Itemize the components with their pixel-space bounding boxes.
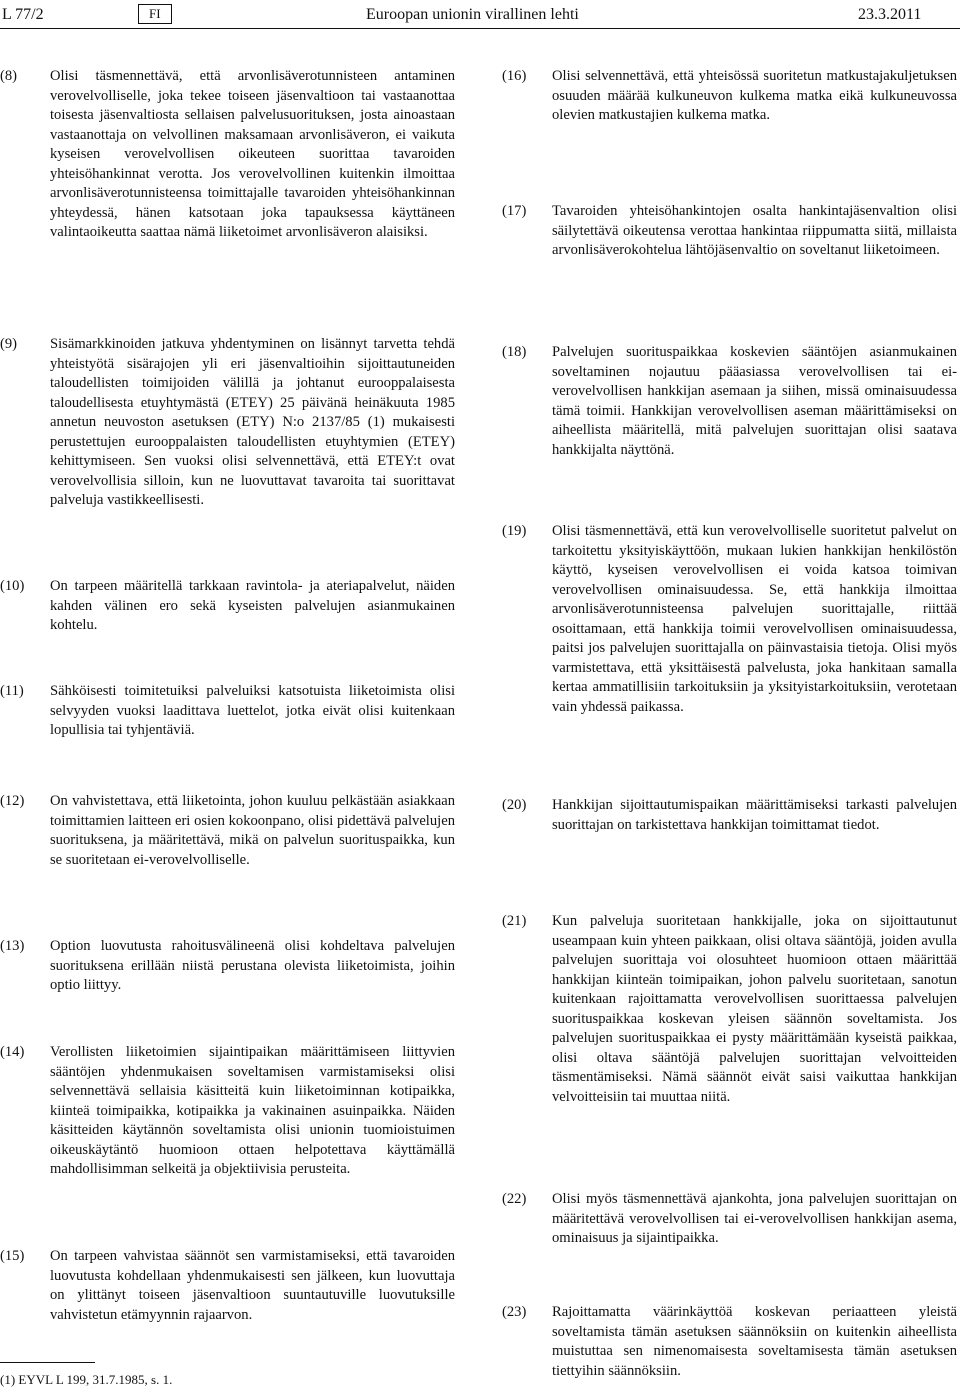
recital-number: (22) bbox=[502, 1191, 527, 1207]
journal-title: Euroopan unionin virallinen lehti bbox=[366, 6, 579, 23]
page-reference: L 77/2 bbox=[2, 6, 44, 23]
recital-number: (13) bbox=[0, 938, 25, 954]
recital bbox=[502, 67, 957, 126]
recital-number: (10) bbox=[0, 578, 25, 594]
recital bbox=[0, 792, 455, 870]
recital-text: On tarpeen vahvistaa säännöt sen varmistamiseksi, että tavaroiden luovutusta kohdellaan yhdenmukaisesti sen jälkeen, kun luovuttaja on ylittänyt toiseen jäsenvaltioon suuntautuville luovutuksille vahvistetun etämyynnin rajaarvon. bbox=[50, 1248, 455, 1323]
footnote-rule bbox=[0, 1362, 95, 1363]
recital-number: (8) bbox=[0, 68, 18, 84]
language-badge: FI bbox=[138, 4, 172, 24]
recital-number: (21) bbox=[502, 913, 527, 929]
recital-text: Olisi selvennettävä, että yhteisössä suoritetun matkustajakuljetuksen osuuden määrää kulkuneuvon kulkema matka eikä kulkuneuvossa olevien matkustajien kulkema matka. bbox=[552, 68, 957, 123]
recital-text: Sisämarkkinoiden jatkuva yhdentyminen on lisännyt tarvetta tehdä yhteistyötä sisärajojen yli eri jäsenvaltioihin sijoittautuneiden taloudellisten toimijoiden välillä ja johtanut eurooppalaisesta taloudellisesta etuyhtymästä (ETEY) 25 päivänä heinäkuuta 1985 annetun neuvoston asetuksen (ETY) N:o 2137/85 (1) mukaisesti perustettujen eurooppalaisten taloudellisten etuyhtymien (ETEY) kehittymiseen. Sen vuoksi olisi selvennettävä, että ETEY:t ovat verovelvollisia silloin, kun ne luovuttavat tavaroita tai suorittavat palveluja vastikkeellisesti. bbox=[50, 336, 455, 508]
recital-number: (15) bbox=[0, 1248, 25, 1264]
page-header bbox=[0, 6, 960, 30]
recital bbox=[502, 1303, 957, 1381]
recital-text: Kun palveluja suoritetaan hankkijalle, joka on sijoittautunut useampaan kuin yhteen paikkaan, olisi oltava sääntöjä, joiden avulla palvelujen suorittaja voi olosuhteet huomioon ottaen määrittää hankkijan kiinteän toimipaikan, johon palvelu suoritetaan, sanotun kuitenkaan rajoittamatta verovelvollisen suorittaessa palvelujen suorituspaikkaa koskevan yleisen säännön soveltamista. Jos palvelujen suorituspaikkaa ei pysty määrittämään kyseistä paikkaa, olisi oltava sääntöjä palvelujen suorittajan velvoitteiden täsmentämiseksi. Nämä säännöt eivät saisi vaikuttaa hankkijan velvoitteisiin tai muuttaa niitä. bbox=[552, 913, 957, 1105]
recital bbox=[502, 1190, 957, 1249]
recital bbox=[502, 912, 957, 1107]
recital bbox=[502, 202, 957, 261]
header-rule bbox=[0, 28, 960, 29]
recital-number: (17) bbox=[502, 203, 527, 219]
recital-text: Olisi täsmennettävä, että kun verovelvolliselle suoritetut palvelut on tarkoitettu yksityiskäyttöön, mukaan lukien hankkijan henkilöstön käyttö, kyseisen verovelvollisen ei voida katsoa toimivan verovelvollisen ominaisuudessa. Se, että hankkija ilmoittaa arvonlisäverotunnisteensa palvelujen suorittajalle, riittää osoittamaan, että hankkija toimii verovelvollisen ominaisuudessa, paitsi jos palvelujen suorittajalla on päinvastaisia tietoja. Olisi myös varmistettava, että yksittäisestä palvelusta, joka hankitaan samalla kertaa ammatillisiin tarkoituksiin ja yksityistarkoituksiin, verotetaan vain yhdessä paikassa. bbox=[552, 523, 957, 715]
recital bbox=[0, 937, 455, 996]
recital-text: Olisi täsmennettävä, että arvonlisäverotunnisteen antaminen verovelvolliselle, joka tekee toiseen jäsenvaltioon tai vastaanottaa toisesta jäsenvaltiosta sellaisen palvelusuorituksen, josta ainoastaan vastaanottaja on velvollinen maksamaan arvonlisäveron, ei vaikuta kyseisen verovelvollisen oikeuteen suorittaa tavaroiden yhteisöhankinnat verotta. Jos verovelvollinen kuitenkin ilmoittaa arvonlisäverotunnisteensa toimittajalle tavaroiden yhteisöhankinnan yhteydessä, hänen katsotaan joka tapauksessa käyttäneen valintaoikeutta saattaa nämä liiketoimet arvonlisäveron alaisiksi. bbox=[50, 68, 455, 240]
recital-number: (18) bbox=[502, 344, 527, 360]
recital-number: (20) bbox=[502, 797, 527, 813]
recital bbox=[0, 682, 455, 741]
recital-text: Verollisten liiketoimien sijaintipaikan määrittämiseen liittyvien sääntöjen yhdenmukaisen soveltamisen varmistamiseksi olisi selvennettävä sellaisia käsitteitä kuin liiketoiminnan kotipaikka, kiinteä toimipaikka, kotipaikka ja vakinainen asuinpaikka. Näiden käsitteiden käytännön soveltamista olisi unionin tuomioistuimen oikeuskäytäntö huomioon ottaen helpotettava käyttämällä mahdollisimman selkeitä ja objektiivisia perusteita. bbox=[50, 1044, 455, 1177]
recital bbox=[502, 796, 957, 835]
recital-text: Hankkijan sijoittautumispaikan määrittämiseksi tarkasti palvelujen suorittajan on tarkistettava hankkijan toimittamat tiedot. bbox=[552, 797, 957, 833]
recital-text: Tavaroiden yhteisöhankintojen osalta hankintajäsenvaltion olisi säilytettävä oikeutensa verottaa hankintaa riippumatta siitä, millaista arvonlisäverokohtelua lähtöjäsenvaltio on soveltanut liiketoimeen. bbox=[552, 203, 957, 258]
recital-number: (11) bbox=[0, 683, 24, 699]
recital-text: On tarpeen määritellä tarkkaan ravintola- ja ateriapalvelut, näiden kahden välinen ero sekä kyseisten palvelujen asianmukainen kohtelu. bbox=[50, 578, 455, 633]
recital bbox=[0, 1043, 455, 1180]
recital-number: (23) bbox=[502, 1304, 527, 1320]
recital bbox=[0, 577, 455, 636]
recital-number: (16) bbox=[502, 68, 527, 84]
recital bbox=[0, 67, 455, 243]
recital-number: (14) bbox=[0, 1044, 25, 1060]
right-column bbox=[502, 60, 957, 1380]
recital bbox=[502, 522, 957, 717]
footnote: (1) EYVL L 199, 31.7.1985, s. 1. bbox=[0, 1372, 173, 1387]
publication-date: 23.3.2011 bbox=[858, 6, 922, 23]
recital-text: Option luovutusta rahoitusvälineenä olisi kohdeltava palvelujen suorituksena erillään niistä perustana olevista liiketoimista, joihin optio liittyy. bbox=[50, 938, 455, 993]
recital-text: Olisi myös täsmennettävä ajankohta, jona palvelujen suorittajan on määritettävä verovelvollisen tai ei-verovelvollisen hankkijan asema, ominaisuus ja sijaintipaikka. bbox=[552, 1191, 957, 1246]
recital-text: Sähköisesti toimitetuiksi palveluiksi katsotuista liiketoimista olisi selvyyden vuoksi laadittava luettelot, jotka eivät olisi kuitenkaan lopullisia tai tyhjentäviä. bbox=[50, 683, 455, 738]
recital-text: On vahvistettava, että liiketointa, johon kuuluu pelkästään asiakkaan toimittamien laitteen eri osien kokoonpano, olisi pidettävä palvelujen suorituksena, ja määritettävä, mikä on palvelun suorituspaikka, kun se suoritetaan ei-verovelvolliselle. bbox=[50, 793, 455, 868]
recital-number: (19) bbox=[502, 523, 527, 539]
recital bbox=[0, 335, 455, 511]
recital-number: (9) bbox=[0, 336, 18, 352]
recital-text: Rajoittamatta väärinkäyttöä koskevan periaatteen yleistä soveltamista tämän asetuksen säännöksiin on kuitenkin aiheellista muistuttaa sen nimenomaisesta soveltamisesta tämän asetuksen tiettyihin säännöksiin. bbox=[552, 1304, 957, 1379]
left-column bbox=[0, 60, 455, 1350]
recital bbox=[502, 343, 957, 460]
recital-text: Palvelujen suorituspaikkaa koskevien sääntöjen asianmukainen soveltaminen nojautuu pääasiassa verovelvollisen tai ei-verovelvollisen hankkijan asemaan ja siihen, missä ominaisuudessa tämä toimii. Hankkijan verovelvollisen aseman määrittämiseksi on aiheellista määritellä, mitä palvelujen suorittajan olisi saatava hankkijalta näyttönä. bbox=[552, 344, 957, 458]
recital bbox=[0, 1247, 455, 1325]
recital-number: (12) bbox=[0, 793, 25, 809]
